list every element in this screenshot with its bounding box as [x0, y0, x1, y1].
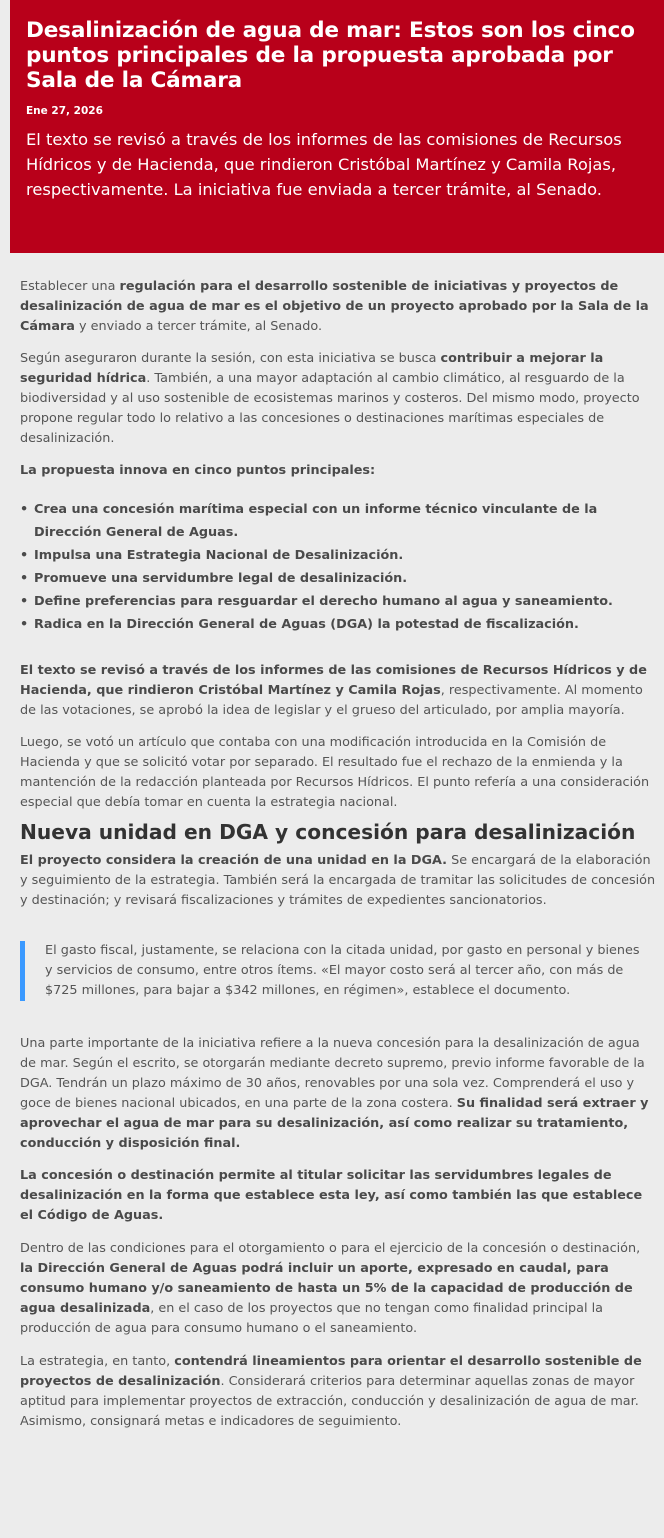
article-body: [20, 270, 656, 1432]
list-item: [34, 498, 656, 544]
paragraph-6: [20, 851, 656, 911]
article-title: Desalinización de agua de mar: Estos son los cinco puntos principales de la propuesta aprobada por Sala de la Cámara: [26, 18, 635, 93]
bold-span: la Dirección General de Aguas podrá incluir un aporte, expresado en caudal, para consumo humano y/o saneamiento de hasta un 5% de la capacidad de producción de agua desalinizada: [20, 1261, 633, 1316]
text-span: . Considerará criterios para determinar aquellas zonas de mayor aptitud para implementar proyectos de extracción, conducción y desalinización de agua de mar. Asimismo, consignará metas e indicadores de seguimiento.: [20, 1374, 639, 1429]
text-span: Una parte importante de la iniciativa refiere a la nueva concesión para la desalinización de agua de mar. Según el escrito, se otorgarán mediante decreto supremo, previo informe favorable de la DGA. Tendrán un plazo máximo de 30 años, renovables por una sola vez. Comprenderá el uso y goce de bienes nacional ubicados, en una parte de la zona costera.: [20, 1036, 645, 1111]
bold-span: La propuesta innova en cinco puntos principales:: [20, 463, 376, 478]
points-intro: [20, 461, 656, 481]
paragraph-4: [20, 661, 656, 721]
article-lead: El texto se revisó a través de los informes de las comisiones de Recursos Hídricos y de Hacienda, que rindieron Cristóbal Martínez y Camila Rojas, respectivamente. La iniciativa fue enviada a tercer trámite, al Senado.: [26, 130, 622, 199]
text-span: . También, a una mayor adaptación al cambio climático, al resguardo de la biodiversidad y al uso sostenible de ecosistemas marinos y costeros. Del mismo modo, proyecto propone regular todo lo relativo a las concesiones o destinaciones marítimas especiales de desalinización.: [20, 371, 640, 446]
text-span: Se encargará de la elaboración y seguimiento de la estrategia. También será la encargada de tramitar las solicitudes de concesión y destinación; y revisará fiscalizaciones y trámites de expedientes sancionatorios.: [20, 853, 656, 908]
section-heading: Nueva unidad en DGA y concesión para desalinización: [20, 820, 636, 844]
list-item-text: • Radica en la Dirección General de Aguas (DGA) la potestad de fiscalización.: [34, 617, 579, 632]
list-item: [34, 567, 656, 590]
text-span: Según aseguraron durante la sesión, con esta iniciativa se busca: [20, 351, 441, 366]
text-span: , respectivamente. Al momento de las votaciones, se aprobó la idea de legislar y el grueso del articulado, por amplia mayoría.: [20, 683, 643, 718]
bold-span: contribuir a mejorar la seguridad hídrica: [20, 351, 604, 386]
quote-block: [20, 941, 640, 1001]
paragraph-1: [20, 277, 656, 337]
list-item-text: • Define preferencias para resguardar el derecho humano al agua y saneamiento.: [34, 594, 613, 609]
bold-span: Su finalidad será extraer y aprovechar el agua de mar para su desalinización, así como realizar su tratamiento, conducción y disposición final.: [20, 1096, 649, 1151]
text-span: Dentro de las condiciones para el otorgamiento o para el ejercicio de la concesión o destinación,: [20, 1241, 641, 1256]
list-item: [34, 544, 656, 567]
paragraph-5: Luego, se votó un artículo que contaba con una modificación introducida en la Comisión de Hacienda y que se solicitó votar por separado. El resultado fue el rechazo de la enmienda y la mantención de la redacción planteada por Recursos Hídricos. El punto refería a una consideración especial que debía tomar en cuenta la estrategia nacional.: [20, 735, 650, 810]
list-item-text: • Promueve una servidumbre legal de desalinización.: [34, 571, 408, 586]
article-date: Ene 27, 2026: [26, 105, 103, 117]
paragraph-8: [20, 1166, 656, 1226]
paragraph-10: [20, 1352, 656, 1432]
bold-span: El texto se revisó a través de los informes de las comisiones de Recursos Hídricos y de Hacienda, que rindieron Cristóbal Martínez y Camila Rojas: [20, 663, 647, 698]
points-list: [20, 498, 656, 636]
text-span: y enviado a tercer trámite, al Senado.: [74, 319, 323, 334]
bold-span: La concesión o destinación permite al titular solicitar las servidumbres legales de desalinización en la forma que establece esta ley, así como también las que establece el Código de Aguas.: [20, 1168, 643, 1223]
text-span: La estrategia, en tanto,: [20, 1354, 175, 1369]
paragraph-9: [20, 1239, 656, 1339]
list-item: [34, 613, 656, 636]
list-item: [34, 590, 656, 613]
list-item-text: • Crea una concesión marítima especial con un informe técnico vinculante de la Dirección General de Aguas.: [34, 502, 598, 540]
bold-span: contendrá lineamientos para orientar el desarrollo sostenible de proyectos de desalinización: [20, 1354, 642, 1389]
paragraph-7: [20, 1034, 656, 1154]
paragraph-2: [20, 349, 656, 449]
article-header: [10, 0, 664, 253]
list-item-text: • Impulsa una Estrategia Nacional de Desalinización.: [34, 548, 404, 563]
text-span: , en el caso de los proyectos que no tengan como finalidad principal la producción de agua para consumo humano o el saneamiento.: [20, 1301, 604, 1336]
quote-text: El gasto fiscal, justamente, se relaciona con la citada unidad, por gasto en personal y bienes y servicios de consumo, entre otros ítems. «El mayor costo será al tercer año, con más de $725 millones, para bajar a $342 millones, en régimen», establece el documento.: [45, 943, 640, 998]
text-span: Establecer una: [20, 279, 120, 294]
bold-span: regulación para el desarrollo sostenible de iniciativas y proyectos de desalinización de agua de mar es el objetivo de un proyecto aprobado por la Sala de la Cámara: [20, 279, 649, 334]
bold-span: El proyecto considera la creación de una unidad en la DGA.: [20, 853, 448, 868]
